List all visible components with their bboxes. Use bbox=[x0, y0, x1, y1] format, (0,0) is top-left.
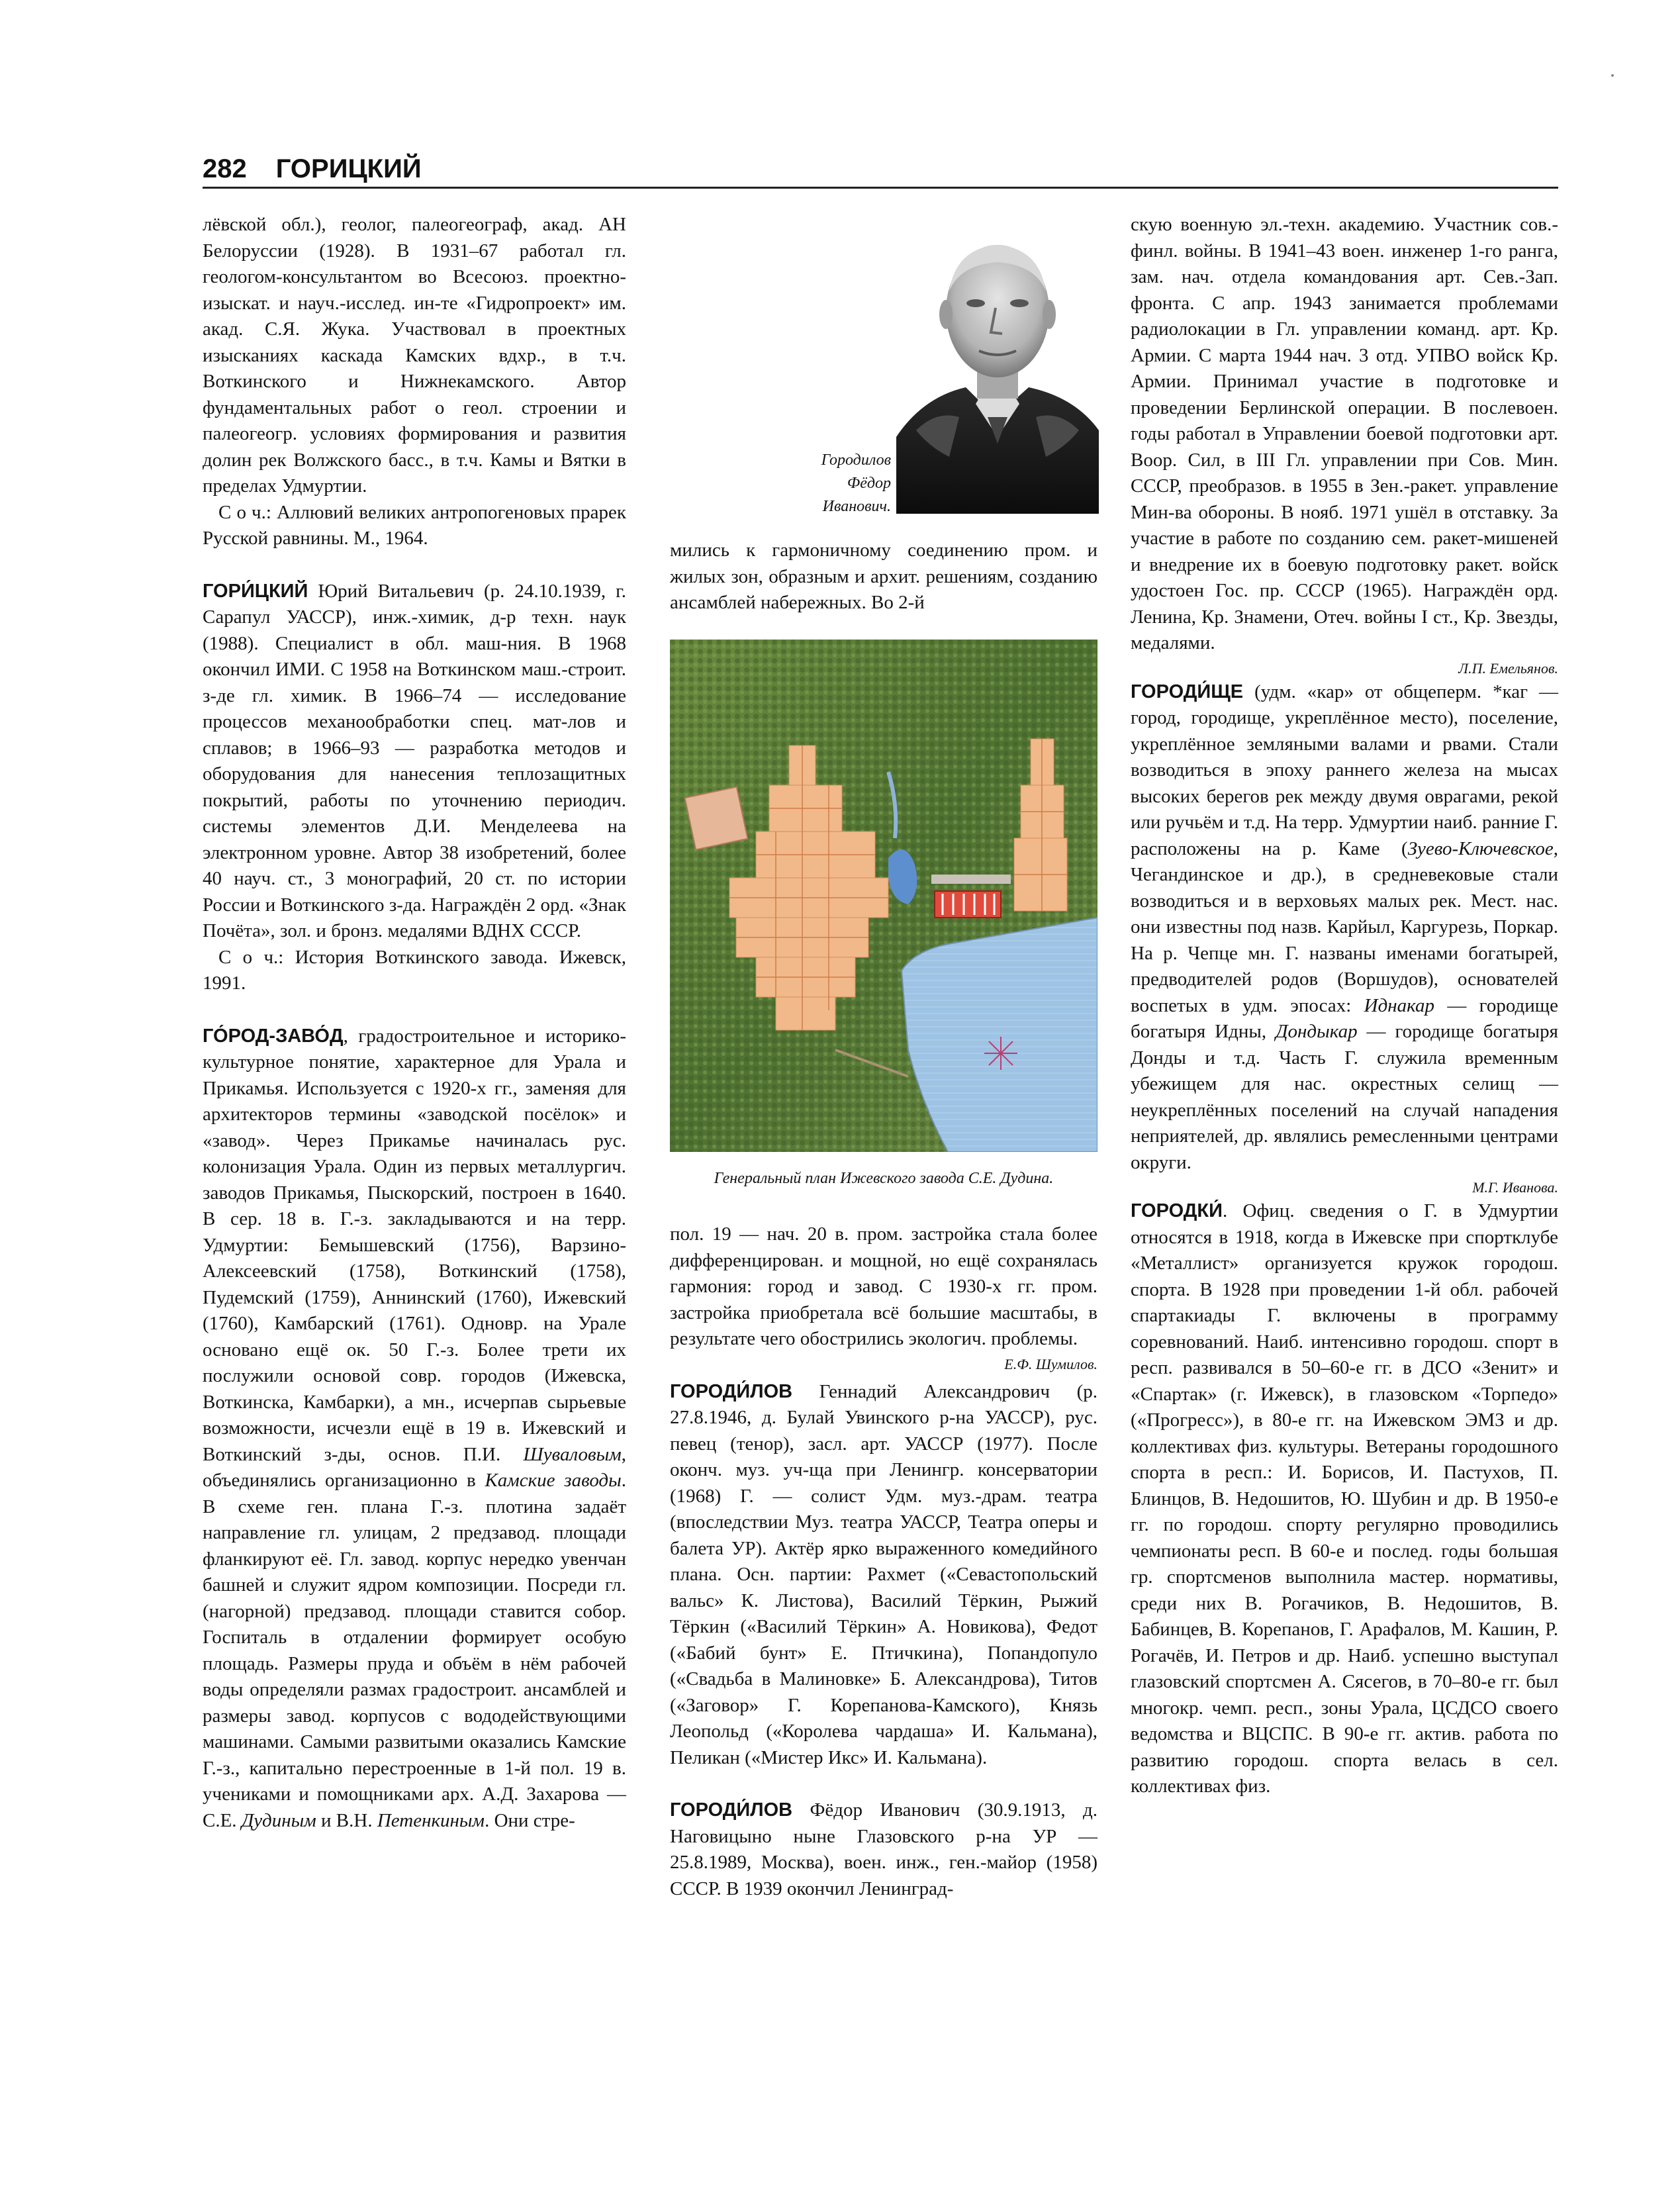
portrait-figure bbox=[768, 218, 1099, 530]
continued-paragraph: мились к гармоничному соединению пром. и жилых зон, образным и архит. решениям, созданию ансамблей набережных. Во 2-й bbox=[670, 540, 1097, 613]
portrait-photo bbox=[896, 218, 1099, 514]
general-plan-map bbox=[670, 640, 1097, 1152]
continued-paragraph: пол. 19 — нач. 20 в. пром. застройка стала более дифференцирован. и мощной, но ещё сохранялась гармония: город и завод. С 1930-х гг. пром. застройка приобретала всё большие масштабы, в результате чего обострились экологич. проблемы. bbox=[670, 1223, 1097, 1349]
headword: ГОРИ́ЦКИЙ bbox=[203, 580, 308, 602]
header-rule bbox=[203, 187, 1558, 189]
cross-reference: Дондыкар bbox=[1276, 1021, 1358, 1042]
headword: ГОРОДИ́ЛОВ bbox=[670, 1380, 793, 1402]
entry-text: Юрий Витальевич (р. 24.10.1939, г. Сарапул УАССР), инж.-химик, д-р техн. наук (1988). Специалист в обл. маш-ния. В 1968 окончил ИМИ. С 1958 на Воткинском маш.-строит. з-де гл. химик. В 1966–74 — исследование процессов механообработки спец. мат-лов и сплавов; в 1966–93 — разработка методов и оборудования для нанесения теплозащитных покрытий, работы по уточнению периодич. системы элементов Д.И. Менделеева на электронном уровне. Автор 38 изобретений, более 40 науч. ст., 3 монографий, 20 ст. по истории России и Воткинского з-да. Награждён 2 орд. «Знак Почёта», зол. и бронз. медалями ВДНХ СССР. bbox=[203, 580, 626, 941]
headword: ГОРОДИ́ЩЕ bbox=[1131, 681, 1244, 702]
entry-text: , объединялись организационно в bbox=[203, 1443, 626, 1491]
caption-line: Городилов bbox=[821, 452, 891, 469]
caption-line: Фёдор bbox=[847, 475, 891, 492]
map-caption: Генеральный план Ижевского завода С.Е. Дудина. bbox=[714, 1170, 1054, 1187]
cross-reference: Петенкиным bbox=[377, 1809, 485, 1831]
entry-text: . В схеме ген. плана Г.-з. плотина задаёт направление гл. улицам, 2 предзавод. площади фланкируют её. Гл. завод. корпус нередко увенчан башней и служит ядром композиции. Посреди гл. (нагорной) предзавод. площади ставится собор. Госпиталь в отдалении формирует особую площадь. Размеры пруда и объём в нём рабочей воды определяли размах градостроит. ансамблей и размеры завод. корпусов с вододействующими машинами. Самыми развитыми оказались Камские Г.-з., капитально перестроенные в 1-й пол. 19 в. учениками и помощниками арх. А.Д. Захарова — С.Е. bbox=[203, 1470, 626, 1831]
entry-text: . Они стре- bbox=[485, 1809, 575, 1831]
entry-gorod-zavod bbox=[203, 1024, 626, 1834]
column-2-bottom bbox=[670, 1221, 1097, 1902]
entry-gorodilov-fedor bbox=[670, 1797, 1097, 1902]
headword: ГОРОДИ́ЛОВ bbox=[670, 1799, 793, 1821]
works-paragraph: С о ч.: Аллювий великих антропогеновых прарек Русской равнины. М., 1964. bbox=[203, 501, 626, 549]
article-author: М.Г. Иванова. bbox=[1472, 1179, 1558, 1196]
portrait-caption bbox=[768, 449, 891, 518]
headword: ГО́РОД-ЗАВО́Д bbox=[203, 1025, 344, 1047]
works-paragraph: С о ч.: История Воткинского завода. Ижевск, 1991. bbox=[203, 946, 626, 994]
entry-text: — городище богатыря Идны, bbox=[1131, 994, 1558, 1042]
entry-text: Геннадий Александрович (р. 27.8.1946, д. Булай Увинского р-на УАССР), рус. певец (тенор), засл. арт. УАССР (1977). После оконч. муз. уч-ща при Ленингр. консерватории (1968) Г. — солист Удм. муз.-драм. театра (впоследствии Муз. театра УАССР, Театра оперы и балета УР). Актёр ярко выраженного комедийного плана. Осн. партии: Рахмет («Севастопольский вальс» К. Листова), Василий Тёркин, Рыжий Тёркин («Василий Тёркин» А. Новикова), Федот («Бабий бунт» Е. Птичкина), Попандопуло («Свадьба в Малиновке» Б. Александрова), Титов («Заговор» Г. Корепанова-Камского), Князь Леопольд («Королева чардаша» И. Кальмана), Пеликан («Мистер Икс» И. Кальмана). bbox=[670, 1380, 1097, 1768]
entry-gorodilov-gennady bbox=[670, 1379, 1097, 1772]
caption-line: Иванович. bbox=[822, 498, 891, 515]
column-1 bbox=[203, 212, 626, 1834]
cross-reference: Дудиным bbox=[241, 1809, 316, 1831]
cross-reference: Камские заводы bbox=[485, 1470, 622, 1491]
continued-paragraph: лёвской обл.), геолог, палеогеограф, акад. АН Белоруссии (1928). В 1931–67 работал гл. геологом-консультантом во Всесоюз. проектно-изыскат. и науч.-исслед. ин-те «Гидропроект» им. акад. С.Я. Жука. Участвовал в проектных изысканиях каскада Камских вдхр., в т.ч. Воткинского и Нижнекамского. Автор фундаментальных работ о геол. строении и палеогеогр. условиях формирования и развития долин рек Волжского басс., в т.ч. Камы и Вятки в пределах Удмуртии. bbox=[203, 214, 626, 497]
entry-text: . Офиц. сведения о Г. в Удмуртии относятся в 1918, когда в Ижевске при спортклубе «Металлист» организуется кружок городош. спорта. В 1928 при проведении 1-й обл. рабочей спартакиады Г. включены в программу соревнований. Наиб. интенсивно городош. спорт в респ. развивался в 50–60-е гг. в ДСО «Зенит» и «Спартак» (г. Ижевск), в глазовском «Торпедо» («Прогресс»), в 80-е гг. на Ижевском ЭМЗ и др. коллективах физ. культуры. Ветераны городошного спорта в респ.: И. Борисов, И. Пастухов, П. Блинцов, В. Недошитов, Ю. Шубин и др. В 1950-е гг. по городош. спорту регулярно проводились чемпионаты респ. В 60-е и послед. годы большая гр. спортсменов выполнила мастер. нормативы, среди них В. Рогачиков, В. Недошитов, В. Бабинцев, В. Корепанов, Г. Арафалов, М. Кашин, Р. Рогачёв, И. Петров и др. Наиб. успешно выступал глазовский спортсмен А. Сясегов, в 70–80-е гг. был многокр. чемп. респ., зоны Урала, ЦСДСО своего ведомства и ВЦСПС. В 90-е гг. актив. работа по развитию городош. спорта велась в сел. коллективах физ. bbox=[1131, 1200, 1558, 1797]
cross-reference: Зуево-Ключевское bbox=[1407, 837, 1554, 859]
cross-reference: Шуваловым bbox=[523, 1443, 622, 1465]
article-author: Е.Ф. Шумилов. bbox=[1004, 1355, 1097, 1372]
entry-text: — городище богатыря Донды и т.д. Часть Г. служила временным убежищем для нас. окрестных селищ — неукреплённых поселений на случай нападения неприятелей, др. являлись ремесленными центрами округи. bbox=[1131, 1021, 1558, 1173]
entry-text: и В.Н. bbox=[316, 1809, 377, 1831]
running-title: ГОРИЦКИЙ bbox=[275, 154, 422, 183]
cross-reference: Иднакар bbox=[1364, 994, 1434, 1016]
entry-text: (удм. «кар» от общеперм. *каг — город, городище, укреплённое место), поселение, укреплённое земляными валами и рвами. Стали возводиться в эпоху раннего железа на мысах высоких берегов рек между двумя оврагами, рекой или ручьём и т.д. На терр. Удмуртии наиб. ранние Г. расположены на р. Каме ( bbox=[1131, 681, 1558, 859]
entry-text: Фёдор Иванович (30.9.1913, д. Наговицыно ныне Глазовского р-на УР — 25.8.1989, Москва), воен. инж., ген.-майор (1958) СССР. В 1939 окончил Ленинград- bbox=[670, 1799, 1097, 1899]
running-header bbox=[203, 138, 1480, 184]
entry-gorodishche bbox=[1131, 679, 1558, 1176]
entry-text: , градостроительное и историко-культурное понятие, характерное для Урала и Прикамья. Используется с 1920-х гг., заменяя для архитекторов термины «заводской посёлок» и «завод». Через Прикамье начиналась рус. колонизация Урала. Один из первых металлургич. заводов Прикамья, Пыскорский, построен в 1640. В сер. 18 в. Г.-з. закладываются и на терр. Удмуртии: Бемышевский (1756), Варзино-Алексеевский (1758), Воткинский (1758), Пудемский (1759), Аннинский (1760), Ижевский (1760), Камбарский (1761). Одновр. на Урале основано ещё ок. 50 Г.-з. Более трети их послужили основой совр. городов (Ижевска, Воткинска, Камбарки), а мн., исчерпав сырьевые возможности, исчезли ещё в 19 в. Ижевский и Воткинский з-ды, основ. П.И. bbox=[203, 1025, 626, 1465]
column-2-top bbox=[670, 538, 1097, 616]
page-number: 282 bbox=[203, 154, 247, 183]
headword: ГОРОДКИ́ bbox=[1131, 1200, 1223, 1221]
page-mark bbox=[1611, 74, 1614, 77]
column-3 bbox=[1131, 212, 1558, 1800]
entry-goritsky bbox=[203, 579, 626, 945]
entry-gorodki bbox=[1131, 1198, 1558, 1800]
entry-text: , Чегандинское и др.), в средневековые стали возводиться и в верховьях малых рек. Мест. нас. они известны под назв. Карйыл, Каргурезь, Поркар. На р. Чепце мн. Г. названы именами богатырей, предводителей родов (Воршудов), основателей воспетых в удм. эпосах: bbox=[1131, 837, 1558, 1016]
continued-paragraph: скую военную эл.-техн. академию. Участник сов.-финл. войны. В 1941–43 воен. инженер 1-го ранга, зам. нач. отдела командования арт. Сев.-Зап. фронта. С апр. 1943 занимается проблемами радиолокации в Гл. управлении команд. арт. Кр. Армии. С марта 1944 нач. 3 отд. УПВО войск Кр. Армии. Принимал участие в подготовке и проведении Берлинской операции. В послевоен. годы работал в Управлении боевой подготовки арт. Воор. Сил, в III Гл. управлении при Сов. Мин. СССР, преобразов. в 1955 в Зен.-ракет. управление Мин-ва обороны. В нояб. 1971 ушёл в отставку. За участие в работе по созданию сем. ракет-мишеней и внедрение их в боевую подготовку ракет. войск удостоен Гос. пр. СССР (1965). Награждён орд. Ленина, Кр. Знамени, Отеч. войны I ст., Кр. Звезды, медалями. bbox=[1131, 214, 1558, 653]
article-author: Л.П. Емельянов. bbox=[1458, 659, 1558, 677]
